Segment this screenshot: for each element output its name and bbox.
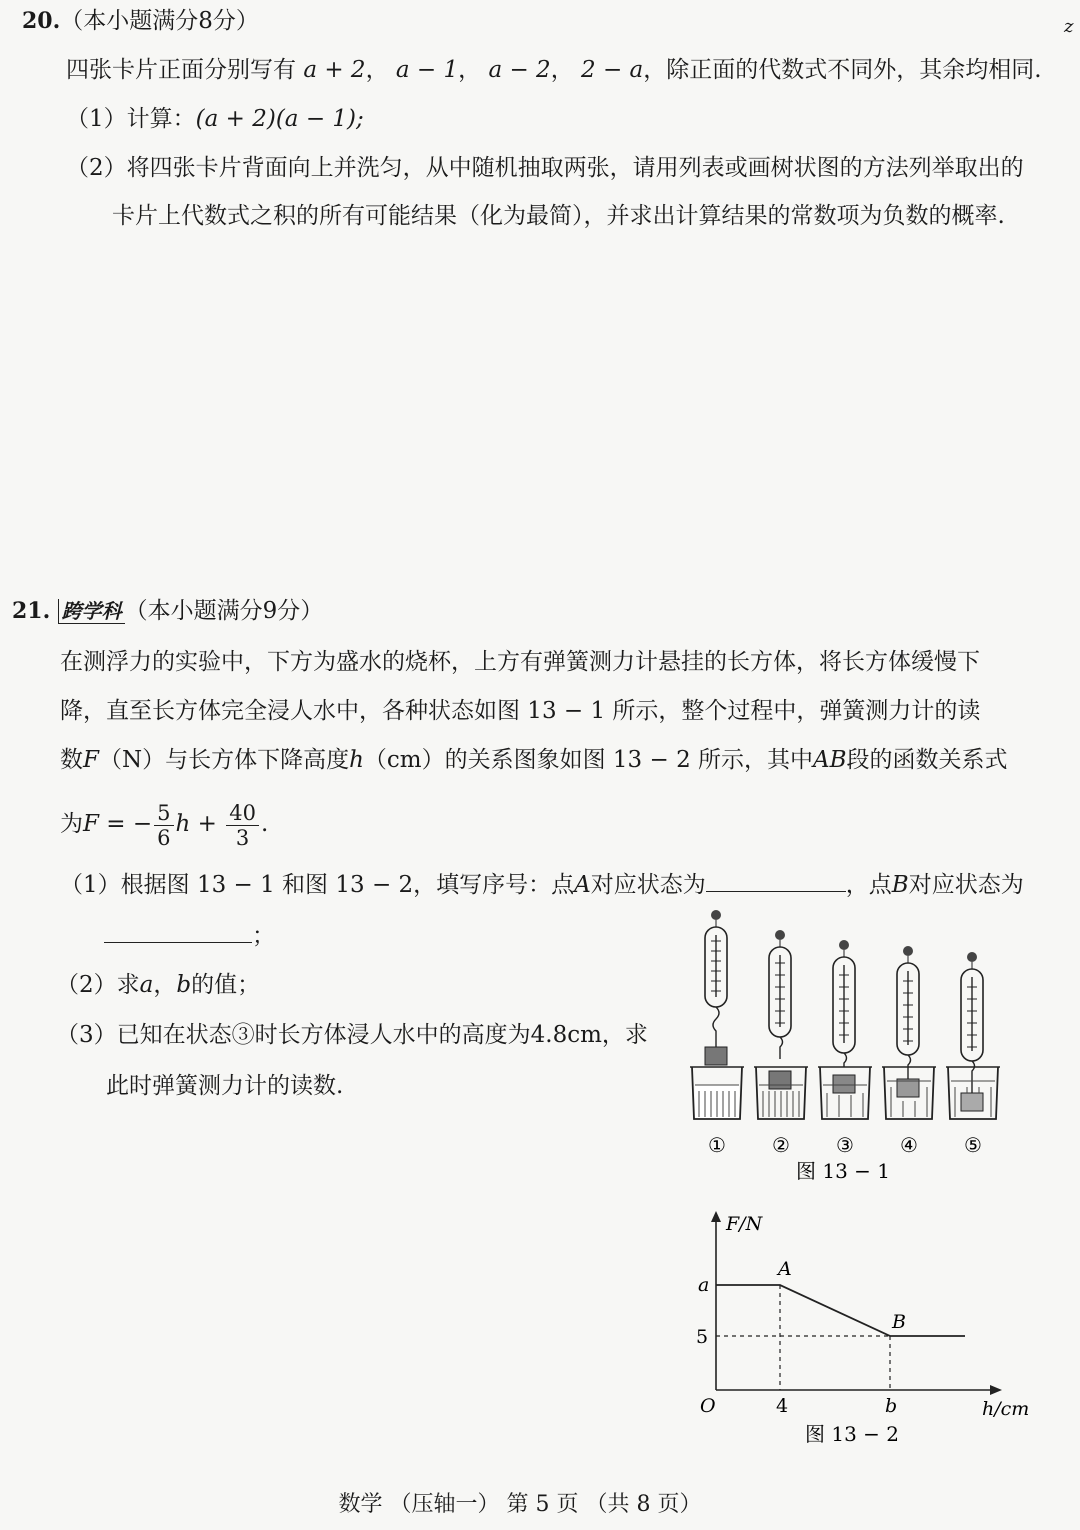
state-label: ②: [772, 1133, 790, 1157]
text-run: 已知在状态③时长方体浸人水中的高度为4.8cm，求: [116, 1022, 648, 1048]
segment-AB: AB: [813, 747, 847, 773]
q21-para-line2: 降，直至长方体完全浸人水中，各种状态如图 13 − 1 所示，整个过程中，弹簧测力计的读: [60, 698, 981, 724]
text-run: .: [260, 811, 269, 837]
q20-part2-label: （2）: [66, 155, 127, 181]
text-run: （N）与长方体下降高度: [98, 747, 350, 773]
state-label: ④: [900, 1133, 918, 1157]
text-run: +: [190, 811, 225, 837]
q20-header: [22, 6, 259, 36]
q20-part1-prefix: 计算：: [126, 106, 196, 132]
x-tick-b: b: [885, 1395, 898, 1417]
var-a: a: [139, 972, 154, 998]
cross-discipline-badge: 跨学科: [58, 599, 125, 624]
q21-part2-label: （2）: [56, 972, 117, 998]
y-axis-label: F/N: [726, 1213, 763, 1235]
text-run: ；: [252, 923, 275, 949]
q20-part2-text1: 将四张卡片背面向上并洗匀，从中随机抽取两张，请用列表或画树状图的方法列举取出的: [126, 155, 1024, 181]
q20-part2-line2: 卡片上代数式之积的所有可能结果（化为最简），并求出计算结果的常数项为负数的概率.: [112, 203, 1005, 229]
text-run: ，: [153, 972, 177, 998]
var-F: F: [83, 747, 99, 773]
frac-numerator: 40: [226, 801, 259, 826]
card-expression: 2 − a: [581, 57, 644, 83]
q20-score: （本小题满分8分）: [60, 8, 259, 34]
card-expression: a − 1: [395, 57, 459, 83]
q20-intro: 四张卡片正面分别写有 a + 2， a − 1， a − 2， 2 − a，除正面的代数式不同外，其余均相同.: [66, 57, 1042, 83]
q21-part2: [56, 970, 260, 1000]
q20-number: 20.: [22, 8, 61, 34]
point-A: A: [574, 872, 591, 898]
text-run: 根据图 13 − 1 和图 13 − 2，填写序号：点: [120, 872, 575, 898]
var-b: b: [176, 972, 192, 998]
q21-number: 21.: [12, 598, 51, 624]
state-label: ①: [708, 1133, 726, 1157]
q20-part1-label: （1）: [66, 106, 127, 132]
q21-score: （本小题满分9分）: [124, 598, 324, 624]
fraction-40-3: [226, 801, 259, 850]
figure1-caption: 图 13 − 1: [795, 1159, 891, 1183]
state-1-apparatus: [690, 910, 744, 1119]
q21-part3-label: （3）: [56, 1022, 117, 1048]
point-B-label: B: [892, 1311, 906, 1333]
frac-numerator: 5: [154, 801, 173, 826]
card-expression: a + 2: [303, 57, 366, 83]
card-expression: a − 2: [488, 57, 551, 83]
page-footer: 数学 （压轴一） 第 5 页 （共 8 页）: [338, 1492, 702, 1517]
corner-mark: z: [1064, 16, 1074, 37]
point-A-label: A: [778, 1258, 792, 1280]
q21-formula: [60, 800, 268, 850]
answer-blank-B[interactable]: [104, 920, 252, 943]
var-h: h: [175, 811, 191, 837]
answer-blank-A[interactable]: [706, 869, 846, 892]
x-axis-label: h/cm: [982, 1398, 1030, 1420]
y-tick-5: 5: [696, 1326, 709, 1348]
text-run: 段的函数关系式: [846, 747, 1008, 773]
q20-intro-suffix: ，除正面的代数式不同外，其余均相同.: [643, 57, 1042, 83]
q21-header: [12, 596, 323, 626]
force-height-graph: [716, 1285, 965, 1336]
text-run: 对应状态为: [590, 872, 706, 898]
frac-denominator: 6: [157, 825, 171, 850]
var-h: h: [349, 747, 364, 773]
q21-para-line3: [60, 745, 1008, 775]
state-label: ⑤: [964, 1133, 982, 1157]
text-run: 求: [116, 972, 140, 998]
state-label: ③: [836, 1133, 854, 1157]
fraction-5-6: [154, 801, 173, 850]
x-tick-4: 4: [776, 1395, 789, 1417]
q21-part3-line1: [56, 1020, 648, 1050]
q21-part1-label: （1）: [60, 872, 121, 898]
q20-part1: [66, 104, 364, 134]
q21-para-line1: 在测浮力的实验中，下方为盛水的烧杯，上方有弹簧测力计悬挂的长方体，将长方体缓慢下: [60, 649, 980, 675]
text-run: ，点: [845, 872, 892, 898]
q20-part1-expr: (a + 2)(a − 1);: [195, 106, 364, 132]
state-2-apparatus: [754, 930, 808, 1119]
q20-part2-line1: [66, 153, 1024, 183]
text-run: = −: [98, 811, 153, 837]
origin-label: O: [700, 1395, 716, 1417]
state-3-apparatus: [818, 940, 872, 1119]
q20-intro-prefix: 四张卡片正面分别写有: [66, 57, 296, 83]
text-run: 数: [60, 747, 83, 773]
state-4-apparatus: [882, 946, 936, 1119]
x-axis-arrow: [990, 1385, 1002, 1395]
q21-part1-blank2-line: [104, 920, 275, 951]
figure-13-1: [686, 905, 1016, 1185]
point-B: B: [891, 872, 909, 898]
text-run: 对应状态为: [908, 872, 1024, 898]
y-tick-a: a: [698, 1274, 710, 1296]
figure-13-2: [680, 1205, 1040, 1455]
state-5-apparatus: [946, 952, 1000, 1119]
frac-denominator: 3: [235, 825, 250, 850]
q21-part1: [60, 869, 1024, 900]
figure2-caption: 图 13 − 2: [804, 1422, 900, 1446]
y-axis-arrow: [711, 1211, 721, 1222]
q21-part3-line2: 此时弹簧测力计的读数.: [106, 1073, 344, 1099]
var-F: F: [83, 811, 99, 837]
text-run: 的值；: [191, 972, 261, 998]
text-run: （cm）的关系图象如图 13 − 2 所示，其中: [363, 747, 814, 773]
text-run: 为: [60, 811, 83, 837]
